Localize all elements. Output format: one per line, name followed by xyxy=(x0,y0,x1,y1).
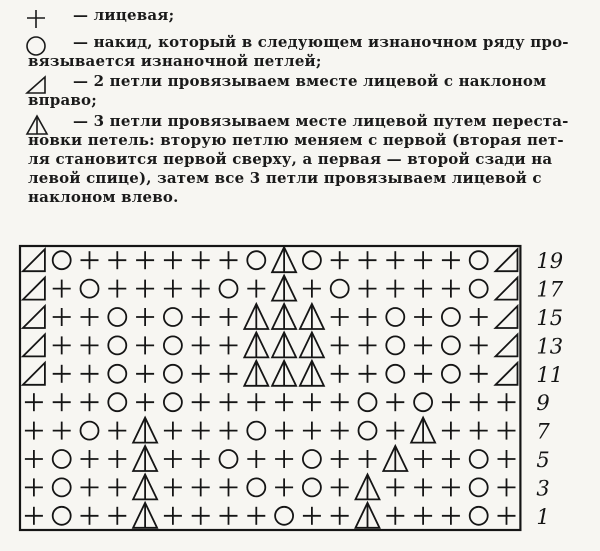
knit-symbol xyxy=(359,365,377,383)
knit-symbol xyxy=(359,280,377,298)
row-number-label: 5 xyxy=(536,448,550,472)
knit-symbol xyxy=(331,450,349,468)
triangle-stroke xyxy=(496,363,518,385)
knit-two-together-symbol xyxy=(496,363,518,385)
circle-stroke xyxy=(470,280,488,298)
knit-symbol xyxy=(331,365,349,383)
knit-symbol xyxy=(414,280,432,298)
knit-symbol xyxy=(275,478,293,496)
circle-stroke xyxy=(470,251,488,269)
circle-stroke xyxy=(331,280,349,298)
knit-symbol xyxy=(220,251,238,269)
three-together-symbol xyxy=(300,361,324,386)
knit-symbol xyxy=(386,251,404,269)
yarn-over-symbol xyxy=(275,507,293,525)
knit-symbol xyxy=(220,336,238,354)
knit-symbol xyxy=(53,336,71,354)
knit-symbol xyxy=(136,365,154,383)
knit-symbol xyxy=(442,393,460,411)
legend-text-line: — накид, который в следующем изнаночном ряду про- xyxy=(73,33,569,51)
three-together-symbol xyxy=(244,361,268,386)
three-together-symbol xyxy=(300,304,324,329)
triangle-stroke xyxy=(496,278,518,300)
knit-symbol xyxy=(220,308,238,326)
three-together-symbol xyxy=(133,474,157,499)
three-together-symbol xyxy=(300,332,324,357)
triangle-stroke xyxy=(496,306,518,328)
yarn-over-symbol xyxy=(164,393,182,411)
knit-symbol xyxy=(247,393,265,411)
triangle-stroke xyxy=(23,278,45,300)
three-together-symbol xyxy=(133,418,157,443)
row-number-label: 3 xyxy=(536,476,550,501)
knit-symbol xyxy=(442,478,460,496)
circle-stroke xyxy=(53,251,71,269)
knit-symbol xyxy=(414,308,432,326)
knit-symbol xyxy=(359,336,377,354)
circle-stroke xyxy=(414,393,432,411)
knit-symbol xyxy=(414,365,432,383)
knit-symbol xyxy=(192,450,210,468)
knit-symbol xyxy=(25,393,43,411)
knit-symbol xyxy=(331,308,349,326)
knit-two-together-symbol xyxy=(496,249,518,271)
knit-symbol xyxy=(220,478,238,496)
circle-stroke xyxy=(164,393,182,411)
circle-stroke xyxy=(303,450,321,468)
yarn-over-symbol xyxy=(81,280,99,298)
yarn-over-symbol xyxy=(164,365,182,383)
knit-symbol xyxy=(414,251,432,269)
yarn-over-symbol xyxy=(359,422,377,440)
knit-symbol xyxy=(470,308,488,326)
yarn-over-symbol xyxy=(470,478,488,496)
yarn-over-symbol xyxy=(108,336,126,354)
knit-symbol xyxy=(192,507,210,525)
knit-two-together-symbol xyxy=(23,306,45,328)
legend-text-line: новки петель: вторую петлю меняем с первой (вторая пет- xyxy=(28,131,564,149)
circle-stroke xyxy=(108,365,126,383)
knit-symbol xyxy=(275,422,293,440)
circle-stroke xyxy=(303,251,321,269)
yarn-over-symbol xyxy=(108,308,126,326)
knit-symbol xyxy=(470,365,488,383)
yarn-over-symbol xyxy=(108,393,126,411)
knit-symbol xyxy=(136,336,154,354)
row-number-label: 17 xyxy=(536,277,564,302)
circle-stroke xyxy=(470,450,488,468)
knit-symbol xyxy=(414,507,432,525)
knit-symbol xyxy=(53,365,71,383)
legend-text-line: вязывается изнаночной петлей; xyxy=(28,52,322,70)
triangle-stroke xyxy=(23,334,45,356)
triangle-stroke xyxy=(496,249,518,271)
knit-symbol xyxy=(108,251,126,269)
knit-symbol xyxy=(81,507,99,525)
knit-symbol xyxy=(386,507,404,525)
knit-symbol xyxy=(81,450,99,468)
circle-stroke xyxy=(53,507,71,525)
row-number-label: 13 xyxy=(536,334,564,359)
yarn-over-symbol xyxy=(386,336,404,354)
triangle-stroke xyxy=(23,249,45,271)
three-together-symbol xyxy=(133,503,157,528)
knit-symbol xyxy=(220,365,238,383)
knit-symbol xyxy=(359,251,377,269)
legend-text-line: наклоном влево. xyxy=(28,188,179,206)
knit-symbol xyxy=(108,280,126,298)
legend-text-line: — 3 петли провязываем месте лицевой путем переста- xyxy=(73,112,569,130)
knit-symbol xyxy=(442,251,460,269)
three-together-symbol xyxy=(133,446,157,471)
circle-stroke xyxy=(108,308,126,326)
knit-symbol xyxy=(25,450,43,468)
yarn-over-symbol xyxy=(164,308,182,326)
knit-symbol xyxy=(53,280,71,298)
circle-stroke xyxy=(386,365,404,383)
circle-stroke xyxy=(108,336,126,354)
knit-symbol xyxy=(81,393,99,411)
three-together-symbol xyxy=(272,361,296,386)
knit-symbol xyxy=(498,422,516,440)
knit-symbol xyxy=(247,280,265,298)
row-number-label: 15 xyxy=(536,306,564,330)
knit-symbol xyxy=(108,422,126,440)
knit-two-together-symbol xyxy=(496,278,518,300)
yarn-over-symbol xyxy=(442,336,460,354)
yarn-over-symbol xyxy=(442,308,460,326)
yarn-over-symbol xyxy=(53,450,71,468)
yarn-over-symbol xyxy=(470,507,488,525)
knit-symbol xyxy=(25,422,43,440)
circle-stroke xyxy=(164,308,182,326)
knit-symbol xyxy=(136,280,154,298)
circle-stroke xyxy=(275,507,293,525)
circle-stroke xyxy=(164,336,182,354)
yarn-over-symbol xyxy=(108,365,126,383)
knit-symbol xyxy=(414,336,432,354)
yarn-over-symbol xyxy=(220,450,238,468)
knit-symbol xyxy=(164,422,182,440)
knit-symbol xyxy=(81,478,99,496)
yarn-over-symbol xyxy=(303,478,321,496)
knit-symbol xyxy=(303,280,321,298)
knit-symbol xyxy=(81,365,99,383)
knit-symbol xyxy=(81,308,99,326)
knit-symbol xyxy=(386,478,404,496)
knit-symbol xyxy=(192,393,210,411)
circle-stroke xyxy=(108,393,126,411)
circle-stroke xyxy=(81,280,99,298)
knit-symbol xyxy=(192,251,210,269)
legend-text-line: левой спице), затем все 3 петли провязываем лицевой с xyxy=(28,169,542,187)
row-number-label: 9 xyxy=(536,391,550,416)
yarn-over-symbol xyxy=(53,478,71,496)
knit-symbol xyxy=(414,478,432,496)
circle-stroke xyxy=(53,450,71,468)
knit-symbol xyxy=(247,507,265,525)
yarn-over-symbol xyxy=(303,251,321,269)
yarn-over-symbol xyxy=(247,422,265,440)
yarn-over-symbol xyxy=(53,251,71,269)
yarn-over-symbol xyxy=(442,365,460,383)
three-together-symbol xyxy=(272,276,296,301)
knit-symbol xyxy=(498,450,516,468)
yarn-over-symbol xyxy=(386,308,404,326)
knit-two-together-symbol xyxy=(496,334,518,356)
knit-symbol xyxy=(25,478,43,496)
knit-two-together-symbol xyxy=(496,306,518,328)
triangle-stroke xyxy=(496,334,518,356)
knit-symbol xyxy=(136,251,154,269)
knit-symbol xyxy=(192,478,210,496)
knit-symbol xyxy=(53,393,71,411)
knit-symbol xyxy=(331,336,349,354)
knit-symbol xyxy=(331,422,349,440)
row-number-label: 19 xyxy=(536,249,564,274)
circle-stroke xyxy=(303,478,321,496)
knit-symbol xyxy=(442,507,460,525)
three-together-symbol xyxy=(272,304,296,329)
knit-symbol xyxy=(470,422,488,440)
knit-symbol xyxy=(81,251,99,269)
knit-two-together-symbol xyxy=(23,334,45,356)
knit-symbol xyxy=(414,450,432,468)
knit-symbol xyxy=(53,308,71,326)
knit-two-together-symbol xyxy=(23,278,45,300)
circle-stroke xyxy=(442,336,460,354)
circle-stroke xyxy=(247,251,265,269)
circle-stroke xyxy=(359,422,377,440)
circle-stroke xyxy=(164,365,182,383)
knit-symbol xyxy=(331,251,349,269)
knit-symbol xyxy=(192,365,210,383)
legend-text-line: — 2 петли провязываем вместе лицевой с наклоном xyxy=(73,72,547,90)
knit-symbol xyxy=(275,393,293,411)
three-together-symbol xyxy=(356,503,380,528)
three-together-symbol xyxy=(356,474,380,499)
circle-stroke xyxy=(81,422,99,440)
knit-symbol xyxy=(331,393,349,411)
knit-symbol xyxy=(192,336,210,354)
knit-symbol xyxy=(220,393,238,411)
circle-stroke xyxy=(247,478,265,496)
yarn-over-symbol xyxy=(164,336,182,354)
circle-stroke xyxy=(386,336,404,354)
yarn-over-symbol xyxy=(81,422,99,440)
yarn-over-symbol xyxy=(303,450,321,468)
knit-symbol xyxy=(498,507,516,525)
circle-stroke xyxy=(470,507,488,525)
yarn-over-symbol xyxy=(220,280,238,298)
yarn-over-symbol xyxy=(331,280,349,298)
knit-symbol xyxy=(386,393,404,411)
knit-symbol xyxy=(25,507,43,525)
yarn-over-symbol xyxy=(470,280,488,298)
knit-symbol xyxy=(136,308,154,326)
three-together-symbol xyxy=(244,304,268,329)
knit-symbol xyxy=(247,450,265,468)
knit-symbol xyxy=(220,422,238,440)
circle-stroke xyxy=(220,280,238,298)
knit-symbol xyxy=(442,450,460,468)
knit-symbol xyxy=(108,450,126,468)
knit-symbol xyxy=(386,280,404,298)
knit-symbol xyxy=(470,336,488,354)
circle-stroke xyxy=(442,308,460,326)
knit-symbol xyxy=(220,507,238,525)
knit-symbol xyxy=(192,308,210,326)
knit-symbol xyxy=(386,422,404,440)
three-together-symbol xyxy=(411,418,435,443)
knit-symbol xyxy=(53,422,71,440)
yarn-over-symbol xyxy=(470,251,488,269)
circle-stroke xyxy=(442,365,460,383)
yarn-over-symbol xyxy=(470,450,488,468)
circle-stroke xyxy=(247,422,265,440)
circle-stroke xyxy=(220,450,238,468)
knit-symbol xyxy=(303,422,321,440)
knit-symbol xyxy=(108,507,126,525)
three-together-symbol xyxy=(272,332,296,357)
knit-symbol xyxy=(81,336,99,354)
legend-text-line: — лицевая; xyxy=(73,6,175,24)
triangle-stroke xyxy=(23,306,45,328)
yarn-over-symbol xyxy=(247,251,265,269)
legend-text-line: вправо; xyxy=(28,91,97,109)
yarn-over-symbol xyxy=(414,393,432,411)
knit-symbol xyxy=(275,450,293,468)
knit-symbol xyxy=(470,393,488,411)
row-number-label: 7 xyxy=(536,419,550,444)
knit-two-together-symbol xyxy=(23,363,45,385)
knit-symbol xyxy=(136,393,154,411)
knit-symbol xyxy=(359,308,377,326)
yarn-over-symbol xyxy=(247,478,265,496)
knit-symbol xyxy=(498,478,516,496)
knit-symbol xyxy=(108,478,126,496)
knit-symbol xyxy=(164,507,182,525)
knit-symbol xyxy=(164,450,182,468)
knit-symbol xyxy=(164,280,182,298)
knit-symbol xyxy=(303,393,321,411)
knit-two-together-symbol xyxy=(23,249,45,271)
yarn-over-symbol xyxy=(359,393,377,411)
circle-stroke xyxy=(470,478,488,496)
row-number-label: 1 xyxy=(536,504,550,529)
knit-symbol xyxy=(359,450,377,468)
knit-symbol xyxy=(442,422,460,440)
three-together-symbol xyxy=(272,247,296,272)
yarn-over-symbol xyxy=(386,365,404,383)
triangle-stroke xyxy=(23,363,45,385)
knit-symbol xyxy=(331,478,349,496)
yarn-over-symbol xyxy=(53,507,71,525)
three-together-symbol xyxy=(244,332,268,357)
knit-symbol xyxy=(498,393,516,411)
knit-symbol xyxy=(192,422,210,440)
knit-symbol xyxy=(442,280,460,298)
knit-symbol xyxy=(331,507,349,525)
circle-stroke xyxy=(53,478,71,496)
circle-stroke xyxy=(359,393,377,411)
knit-symbol xyxy=(164,478,182,496)
three-together-symbol xyxy=(383,446,407,471)
knit-symbol xyxy=(164,251,182,269)
row-number-label: 11 xyxy=(536,362,564,387)
knit-symbol xyxy=(303,507,321,525)
circle-stroke xyxy=(386,308,404,326)
knit-symbol xyxy=(192,280,210,298)
legend-text-line: ля становится первой сверху, а первая — второй сзади на xyxy=(28,150,553,168)
